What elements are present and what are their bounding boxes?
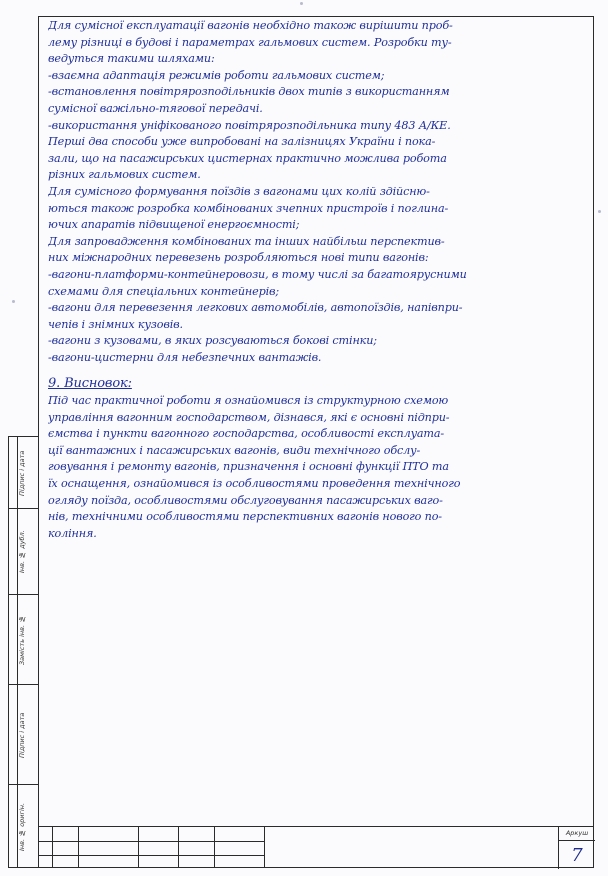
text-line: говування і ремонту вагонів, призначення і основні функції ПТО та	[48, 460, 449, 474]
text-line: -вагони-платформи-контейнеровози, в тому числі за багатоярусними	[48, 267, 467, 281]
text-line: -вагони-цистерни для небезпечних вантажів.	[48, 350, 322, 364]
text-line: -взаємна адаптація режимів роботи гальмових систем;	[48, 68, 385, 82]
text-line: чепів і знімних кузовів.	[48, 317, 183, 331]
stamp-cell-original-inv	[9, 785, 39, 869]
text-line: Перші два способи уже випробовані на залізницях України і пока-	[48, 135, 436, 149]
stamp-cell-replace-inv	[9, 595, 39, 685]
text-line: Під час практичної роботи я ознайомився із структурною схемою	[48, 394, 449, 408]
left-stamp-column	[8, 436, 38, 868]
handwritten-text	[48, 18, 588, 542]
stamp-label: Інв. № дубл.	[18, 530, 26, 574]
sheet-label: Аркуш	[559, 829, 595, 841]
stamp-label: Замість інв. №	[18, 614, 26, 666]
text-line: Для запровадження комбінованих та інших найбільш перспектив-	[48, 234, 445, 248]
scan-speck	[300, 2, 303, 5]
stamp-cell-signature-date-top	[9, 437, 39, 509]
text-line: ції вантажних і пасажирських вагонів, види технічного обслу-	[48, 443, 421, 457]
text-line: -вагони з кузовами, в яких розсуваються бокові стінки;	[48, 334, 377, 348]
text-line: схемами для спеціальних контейнерів;	[48, 284, 279, 298]
scan-speck	[12, 300, 15, 303]
sheet-number-box	[558, 827, 594, 869]
stamp-cell-duplicate-inv	[9, 509, 39, 595]
text-line: нів, технічними особливостями перспективних вагонів нового по-	[48, 510, 442, 524]
stamp-label: Підпис і дата	[18, 712, 26, 758]
scan-speck	[598, 210, 601, 213]
text-line: їх оснащення, ознайомився із особливостями проведення технічного	[48, 477, 461, 491]
text-line: них міжнародних перевезень розробляються нові типи вагонів:	[48, 251, 429, 265]
text-line: ємства і пункти вагонного господарства, особливості експлуата-	[48, 427, 445, 441]
stamp-label: Інв. № оригін.	[18, 802, 26, 852]
text-line: ються також розробка комбінованих зчепних пристроїв і поглина-	[48, 201, 449, 215]
text-line: -встановлення повітрярозподільників двох типів з використанням	[48, 85, 450, 99]
sheet-number: 7	[571, 845, 583, 866]
text-line: -використання уніфікованого повітрярозподільника типу 483 А/КЕ.	[48, 118, 451, 132]
conclusion-heading: 9. Висновок:	[48, 376, 132, 392]
text-line: Для сумісного формування поїздів з вагонами цих колій здійсню-	[48, 184, 430, 198]
stamp-cell-signature-date	[9, 685, 39, 785]
text-line: різних гальмових систем.	[48, 168, 201, 182]
text-line: сумісної важільно-тягової передачі.	[48, 101, 263, 115]
text-line: лему різниці в будові і параметрах гальмових систем. Розробки ту-	[48, 35, 452, 49]
text-line: коління.	[48, 526, 97, 540]
text-line: огляду поїзда, особливостями обслуговування пасажирських ваго-	[48, 493, 443, 507]
title-block	[38, 826, 594, 868]
stamp-label: Підпис і дата	[18, 450, 26, 496]
text-line: -вагони для перевезення легкових автомобілів, автопоїздів, напівпри-	[48, 301, 463, 315]
text-line: зали, що на пасажирських цистернах практично можлива робота	[48, 151, 447, 165]
text-line: Для сумісної експлуатації вагонів необхідно також вирішити проб-	[48, 19, 453, 32]
text-line: ведуться такими шляхами:	[48, 52, 215, 66]
text-line: ючих апаратів підвищеної енергоємності;	[48, 218, 300, 232]
text-line: управління вагонним господарством, дізнався, які є основні підпри-	[48, 410, 450, 424]
